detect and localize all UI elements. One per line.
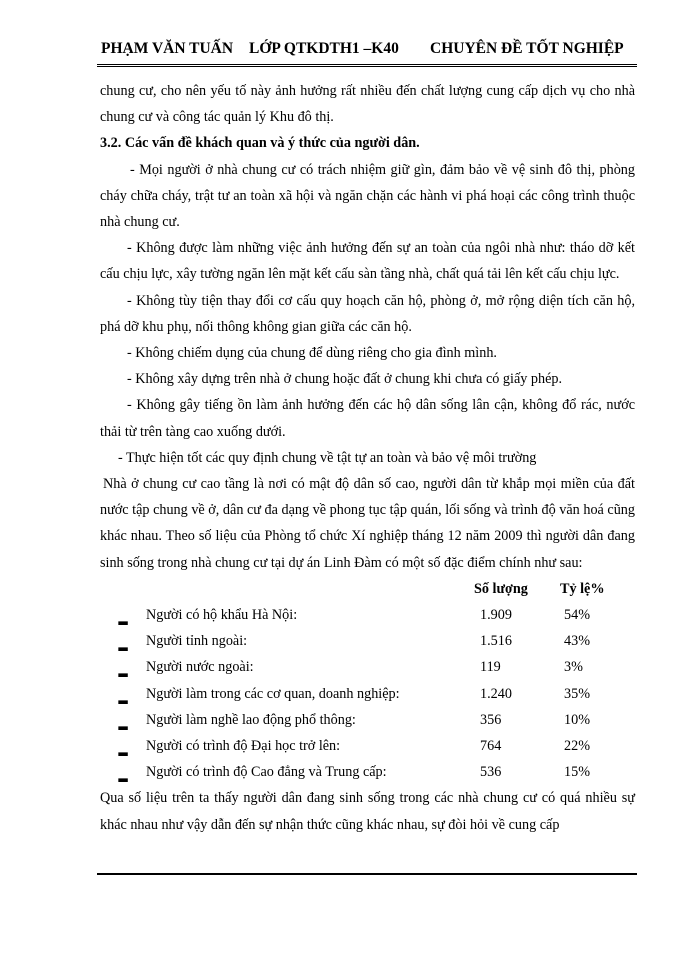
table-header-row <box>100 576 635 602</box>
row-label: Người tỉnh ngoài: <box>146 633 248 650</box>
column-header-percent: Tỷ lệ% <box>560 580 605 597</box>
row-quantity: 764 <box>480 738 502 755</box>
table-row <box>100 707 635 733</box>
bullet-mark: ▂ <box>118 637 128 652</box>
bullet-mark: ▂ <box>118 768 128 783</box>
row-label: Người nước ngoài: <box>146 659 254 676</box>
table-row <box>100 733 635 759</box>
document-title: CHUYÊN ĐỀ TỐT NGHIỆP <box>430 40 624 57</box>
row-quantity: 536 <box>480 764 502 781</box>
table-row <box>100 681 635 707</box>
bullet-mark: ▂ <box>118 715 128 730</box>
row-quantity: 119 <box>480 659 501 676</box>
paragraph-demographics: Nhà ở chung cư cao tầng là nơi có mật độ dân số cao, người dân từ khắp mọi miền của đất nước tập chung về ở, dân cư đa dạng về phong tục tập quán, lối sống và trình độ văn hoá cũng khác nhau. Theo số liệu của Phòng tổ chức Xí nghiệp tháng 12 năm 2009 thì người dân đang sinh sống trong nhà chung cư tại dự án Linh Đàm có một số đặc điểm chính như sau: <box>100 476 635 571</box>
row-percent: 22% <box>564 738 591 755</box>
row-percent: 10% <box>564 711 591 728</box>
row-label: Người làm nghề lao động phổ thông: <box>146 711 356 728</box>
row-label: Người có trình độ Đại học trở lên: <box>146 738 341 755</box>
resident-statistics-table <box>100 576 635 786</box>
column-header-quantity: Số lượng <box>474 580 528 597</box>
paragraph-construction-permit: - Không xây dựng trên nhà ở chung hoặc đất ở chung khi chưa có giấy phép. <box>127 371 563 388</box>
paragraph-continuation: chung cư, cho nên yếu tố này ảnh hưởng rất nhiều đến chất lượng cung cấp dịch vụ cho nhà chung cư và công tác quản lý Khu đô thị. <box>100 83 635 126</box>
class-name: LỚP QTKDTH1 –K40 <box>249 40 399 57</box>
bullet-mark: ▂ <box>118 663 128 678</box>
row-quantity: 1.909 <box>480 607 512 624</box>
table-row <box>100 759 635 785</box>
row-quantity: 356 <box>480 711 502 728</box>
table-row <box>100 602 635 628</box>
paragraph-regulations: - Thực hiện tốt các quy định chung về tật tự an toàn và bảo vệ môi trường <box>118 449 537 466</box>
footer-rule <box>97 873 637 875</box>
paragraph-structure-safety: - Không được làm những việc ảnh hưởng đến sự an toàn của ngôi nhà như: tháo dỡ kết cấu chịu lực, xây tường ngăn lên mặt kết cấu sàn tầng nhà, chất quá tải lên kết cấu chịu lực. <box>100 240 635 283</box>
bullet-mark: ▂ <box>118 611 128 626</box>
row-label: Người làm trong các cơ quan, doanh nghiệp: <box>146 685 400 702</box>
paragraph-conclusion: Qua số liệu trên ta thấy người dân đang sinh sống trong các nhà chung cư có quá nhiều sự khác nhau như vậy dẫn đến sự nhận thức cũng khác nhau, sự đòi hỏi về cung cấp <box>100 790 635 833</box>
row-percent: 3% <box>564 659 583 676</box>
document-body <box>100 78 635 838</box>
table-row <box>100 628 635 654</box>
row-label: Người có trình độ Cao đẳng và Trung cấp: <box>146 764 387 781</box>
row-percent: 15% <box>564 764 591 781</box>
paragraph-layout-change: - Không tùy tiện thay đổi cơ cấu quy hoạch căn hộ, phòng ở, mở rộng diện tích căn hộ, phá dỡ khu phụ, nối thông không gian giữa các căn hộ. <box>100 292 635 335</box>
row-percent: 54% <box>564 607 591 624</box>
row-percent: 35% <box>564 685 591 702</box>
row-quantity: 1.240 <box>480 685 512 702</box>
paragraph-responsibility: - Mọi người ở nhà chung cư có trách nhiệm giữ gìn, đảm bảo về vệ sinh đô thị, phòng cháy chữa cháy, trật tư an toàn xã hội và ngăn chặn các hành vi phá hoại các công trình thuộc nhà chung cư. <box>100 161 635 231</box>
bullet-mark: ▂ <box>118 689 128 704</box>
paragraph-noise-waste: - Không gây tiếng ồn làm ảnh hưởng đến các hộ dân sống lân cận, không đổ rác, nước thải từ trên tàng cao xuống dưới. <box>100 397 635 440</box>
author-name: PHẠM VĂN TUẤN <box>101 40 234 57</box>
section-heading: 3.2. Các vấn đề khách quan và ý thức của người dân. <box>100 135 420 152</box>
bullet-mark: ▂ <box>118 742 128 757</box>
header-rule <box>97 64 637 67</box>
row-label: Người có hộ khẩu Hà Nội: <box>146 607 298 624</box>
table-row <box>100 654 635 680</box>
row-percent: 43% <box>564 633 591 650</box>
paragraph-common-property: - Không chiếm dụng của chung để dùng riêng cho gia đình mình. <box>127 345 497 362</box>
row-quantity: 1.516 <box>480 633 512 650</box>
